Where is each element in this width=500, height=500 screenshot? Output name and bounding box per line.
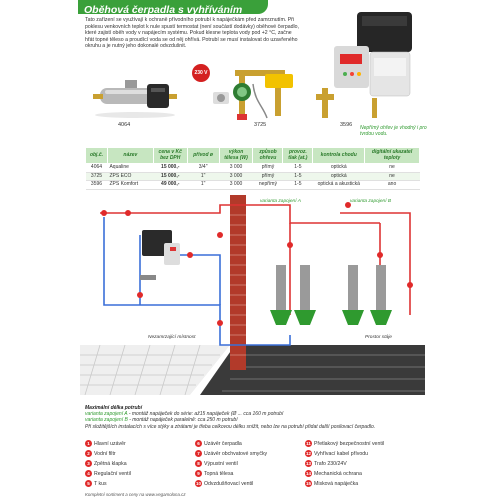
title-bar <box>78 0 268 14</box>
th-order-no: obj.č. <box>86 148 108 164</box>
cell: 4064 <box>86 164 108 173</box>
label-stable-space: Prostor stáje <box>365 335 392 340</box>
legend-item: 5 T kus <box>85 480 107 488</box>
diagram-markers <box>101 202 413 326</box>
cell: nepřímý <box>253 181 283 190</box>
cell: 1-5 <box>283 164 313 173</box>
cell: ne <box>365 172 420 181</box>
brick-wall <box>230 195 246 370</box>
cell: 15 000,- <box>153 164 187 173</box>
cell: 1-5 <box>283 181 313 190</box>
cell: ano <box>365 181 420 190</box>
cell: přímý <box>253 172 283 181</box>
legend-item: 13 Trafo 230/24V <box>305 461 347 467</box>
cell: 3 000 <box>219 164 253 173</box>
cell: 3596 <box>86 181 108 190</box>
th-power: výkon tělesa (W) <box>219 148 253 164</box>
green-note: Nepřímý ohřev je vhodný i pro tvrdou vodu. <box>360 125 427 138</box>
cell: 1" <box>187 181 219 190</box>
pipe-length-spec <box>85 405 425 430</box>
legend-item: 11 Přetlakový bezpečnostní ventil <box>306 441 385 447</box>
th-heating: způsob ohřevu <box>253 148 283 164</box>
cell: 3725 <box>86 172 108 181</box>
legend-item: 6 Uzávěr čerpadla <box>195 440 242 448</box>
legend-item: 12 Vyhřívací kabel přívodu <box>305 451 369 457</box>
legend-item: 7 Uzávěr obchvatové smyčky <box>195 450 267 458</box>
product-caption-3725: 3725 <box>254 122 267 128</box>
spec-note: Při složitějších instalacích s více stýky a ztrátami je třeba celkovou délku snížit, nebo lze na potrubí přidat další posilovací čerpadlo. <box>85 423 376 430</box>
spec-heading: Maximální délka potrubí <box>85 405 142 411</box>
cell: Aqualine <box>107 164 153 173</box>
spec-line-b: varianta zapojení B - montáž napáječek paralelně: cca 250 m potrubí <box>85 417 238 424</box>
legend-item: 4 Regulační ventil <box>85 470 131 478</box>
voltage-badge: 230 V <box>192 64 210 82</box>
product-table <box>85 147 420 190</box>
table-row <box>86 181 420 190</box>
legend-item: 10 Odvzdušňovací ventil <box>195 481 254 487</box>
th-name: název <box>107 148 153 164</box>
cell: optická a akustická <box>313 181 365 190</box>
cell: ZPS ECO <box>107 172 153 181</box>
legend-item: 15 Misková napáječka <box>305 481 359 487</box>
installation-diagram <box>80 195 425 395</box>
cell: 49 000,- <box>153 181 187 190</box>
legend-item: 9 Topná tělesa <box>195 470 233 478</box>
cell: 1" <box>187 172 219 181</box>
product-caption-3596: 3596 <box>340 122 353 128</box>
th-inlet: přívod ø <box>187 148 219 164</box>
product-image-3596 <box>312 8 417 123</box>
page-title: Oběhová čerpadla s vyhříváním <box>84 4 243 16</box>
th-price: cena v Kč bez DPH <box>153 148 187 164</box>
intro-text: Tato zařízení se využívají k ochraně přívodního potrubí k napáječkám před zamrznutím. Při poklesu venkovních teplot k nule spustí termostat (není součástí dodávky) oběhové čerpadlo, které zajistí oběh vody v napájecím systému. Pokud klesne teplota vody pod +2 °C, začne hřát topné těleso a proudící voda se od něj ohřívá. Potrubí se musí instalovat do uzavřeného okruhu a je nutný jeho dokonalé odvzdušnit. <box>85 17 299 50</box>
label-variant-a: varianta zapojení A <box>260 199 301 204</box>
th-pressure: provoz. tlak (at.) <box>283 148 313 164</box>
cell: optická <box>313 164 365 173</box>
cell: optická <box>313 172 365 181</box>
footer-text: Kompletní sortiment a ceny na www.vegamolona.cz <box>85 492 186 497</box>
legend-item: 2 Vodní filtr <box>85 450 116 458</box>
label-variant-b: varianta zapojení B <box>350 199 392 204</box>
legend-item: 14 Mechanická ochrana <box>305 471 362 477</box>
legend-item: 3 Zpětná klapka <box>85 460 127 468</box>
product-caption-4064: 4064 <box>118 122 131 128</box>
cell: ZPS Komfort <box>107 181 153 190</box>
legend-item: 8 Výpustní ventil <box>195 460 238 468</box>
th-digital-temp: digitální ukazatel teploty <box>365 148 420 164</box>
cell: 3 000 <box>219 181 253 190</box>
spec-line-a: varianta zapojení A - montáž napáječek do série: až15 napáječek (Ø ... cca 160 m potrubí <box>85 411 284 418</box>
table-header-row <box>86 148 420 164</box>
cell: 3 000 <box>219 172 253 181</box>
cell: ne <box>365 164 420 173</box>
label-frost-free-room: Nezamrzající místnost <box>148 335 196 340</box>
drinker-group-b <box>342 265 392 325</box>
cell: přímý <box>253 164 283 173</box>
table-row <box>86 172 420 181</box>
diagram-drawing <box>80 195 425 395</box>
product-image-3725 <box>205 62 305 124</box>
pump-unit <box>140 230 180 280</box>
cell: 3/4" <box>187 164 219 173</box>
th-run-check: kontrola chodu <box>313 148 365 164</box>
floor-grid <box>80 345 425 395</box>
cell: 15 000,- <box>153 172 187 181</box>
drinker-group-a <box>270 265 316 325</box>
cell: 1-5 <box>283 172 313 181</box>
legend-item: 1 Hlavní uzávěr <box>85 440 126 448</box>
product-image-4064 <box>85 70 185 120</box>
table-row <box>86 164 420 173</box>
